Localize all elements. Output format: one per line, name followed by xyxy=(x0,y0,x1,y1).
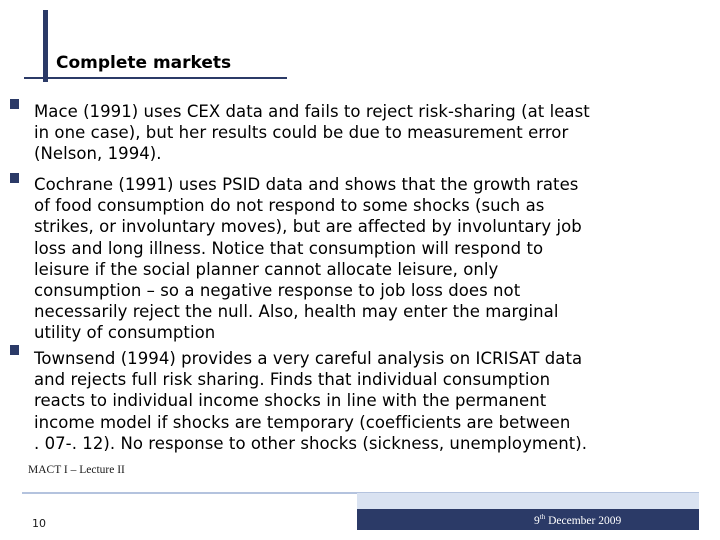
footer-date-day: 9 xyxy=(534,515,540,527)
footer-dark-band xyxy=(357,509,699,530)
title-accent-bar xyxy=(43,10,48,82)
page-number: 10 xyxy=(32,517,46,530)
footer-course-label: MACT I – Lecture II xyxy=(28,464,125,476)
bullet-square-icon xyxy=(10,345,19,355)
footer-date-rest: December 2009 xyxy=(545,515,622,527)
footer-date xyxy=(534,515,621,528)
bullet-item-mace: Mace (1991) uses CEX data and fails to reject risk-sharing (at least in one case), but her results could be due to measurement error (Nelson, 1994). xyxy=(34,102,590,164)
footer-light-band xyxy=(357,493,699,509)
bullet-item-cochrane: Cochrane (1991) uses PSID data and shows that the growth rates of food consumption do not respond to some shocks (such as strikes, or involuntary moves), but are affected by involuntary job loss and long illness. Notice that consumption will respond to leisure if the social planner cannot allocate leisure, only consumption – so a negative response to job loss does not necessarily reject the null. Also, health may enter the marginal utility of consumption xyxy=(34,175,582,343)
footer-date-suffix: th xyxy=(539,513,546,522)
bullet-square-icon xyxy=(10,173,19,183)
title-underline xyxy=(24,77,287,79)
bullet-item-townsend: Townsend (1994) provides a very careful analysis on ICRISAT data and rejects full risk sharing. Finds that individual consumption reacts to individual income shocks in line with the permanent income model if shocks are temporary (coefficients are between . 07-. 12). No response to other shocks (sickness, unemployment). xyxy=(34,349,588,453)
bullet-square-icon xyxy=(10,99,19,109)
slide-title: Complete markets xyxy=(56,53,232,73)
